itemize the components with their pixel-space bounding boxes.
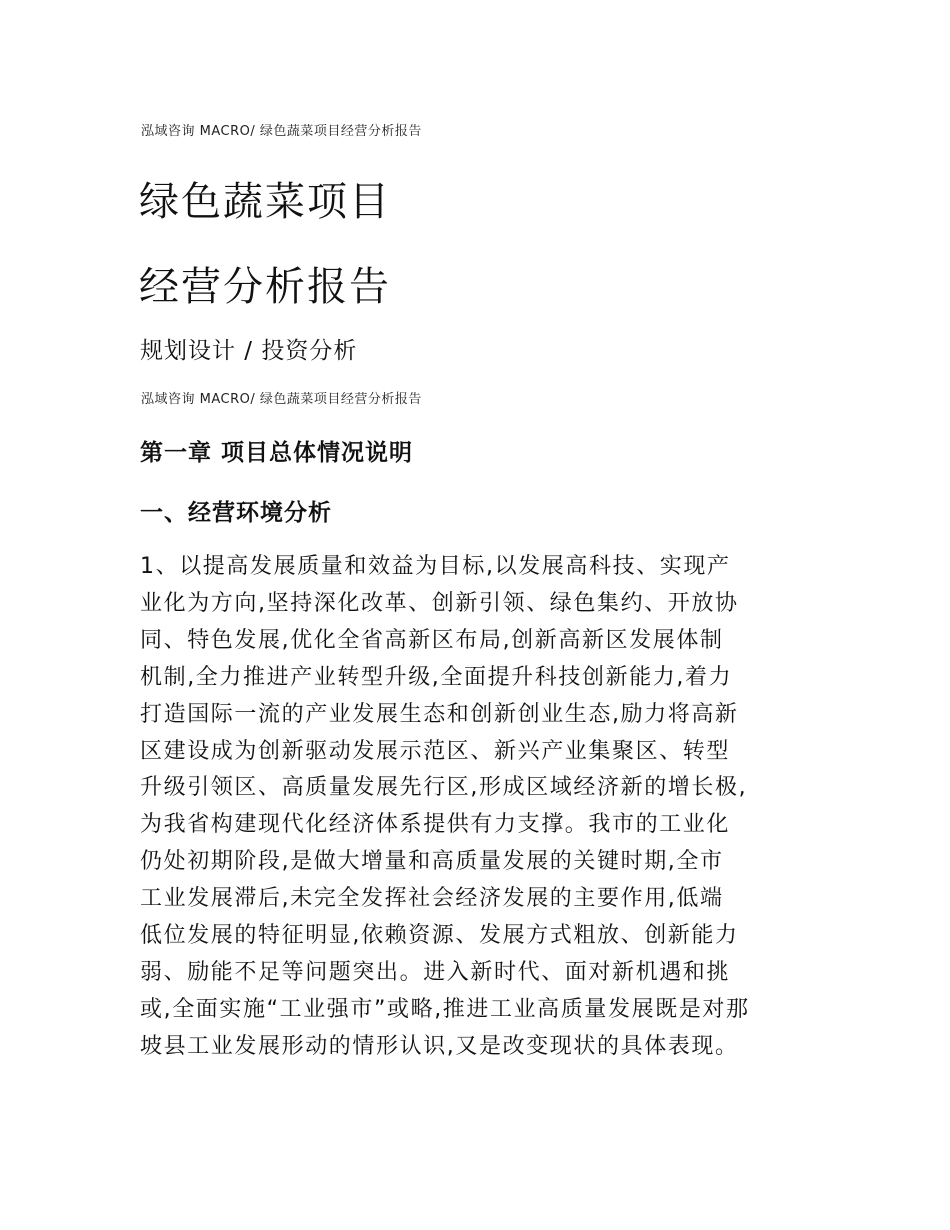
paragraph-line: 弱、励能不足等问题突出。进入新时代、面对新机遇和挑 bbox=[140, 959, 731, 985]
running-header: 泓域咨询 MACRO/ 绿色蔬菜项目经营分析报告 bbox=[141, 124, 422, 139]
paragraph-line: 工业发展滞后,未完全发挥社会经济发展的主要作用,低端 bbox=[140, 886, 724, 912]
section-heading: 一、经营环境分析 bbox=[140, 500, 332, 526]
paragraph-line: 坡县工业发展形动的情形认识,又是改变现状的具体表现。 bbox=[140, 1033, 739, 1059]
paragraph-line: 或,全面实施“工业强市”或略,推进工业高质量发展既是对那 bbox=[140, 996, 750, 1022]
paragraph-line: 同、特色发展,优化全省高新区布局,创新高新区发展体制 bbox=[140, 627, 724, 653]
paragraph-line: 业化为方向,坚持深化改革、创新引领、绿色集约、开放协 bbox=[140, 590, 739, 616]
paragraph-line: 仍处初期阶段,是做大增量和高质量发展的关键时期,全市 bbox=[140, 849, 724, 875]
paragraph-line: 区建设成为创新驱动发展示范区、新兴产业集聚区、转型 bbox=[140, 738, 731, 764]
title-line-2: 经营分析报告 bbox=[139, 264, 391, 310]
paragraph-line: 低位发展的特征明显,依赖资源、发展方式粗放、创新能力 bbox=[140, 923, 739, 949]
paragraph-line: 升级引领区、高质量发展先行区,形成区域经济新的增长极, bbox=[140, 775, 748, 801]
running-header-repeat: 泓域咨询 MACRO/ 绿色蔬菜项目经营分析报告 bbox=[141, 392, 422, 407]
chapter-heading: 第一章 项目总体情况说明 bbox=[140, 440, 414, 466]
paragraph-line: 为我省构建现代化经济体系提供有力支撑。我市的工业化 bbox=[140, 812, 731, 838]
subtitle: 规划设计 / 投资分析 bbox=[140, 338, 358, 364]
paragraph-line: 机制,全力推进产业转型升级,全面提升科技创新能力,着力 bbox=[140, 664, 733, 690]
paragraph-line: 打造国际一流的产业发展生态和创新创业生态,励力将高新 bbox=[140, 701, 739, 727]
body-paragraph bbox=[140, 549, 820, 1066]
paragraph-line: 1、以提高发展质量和效益为目标,以发展高科技、实现产 bbox=[140, 554, 731, 579]
title-line-1: 绿色蔬菜项目 bbox=[139, 179, 391, 225]
